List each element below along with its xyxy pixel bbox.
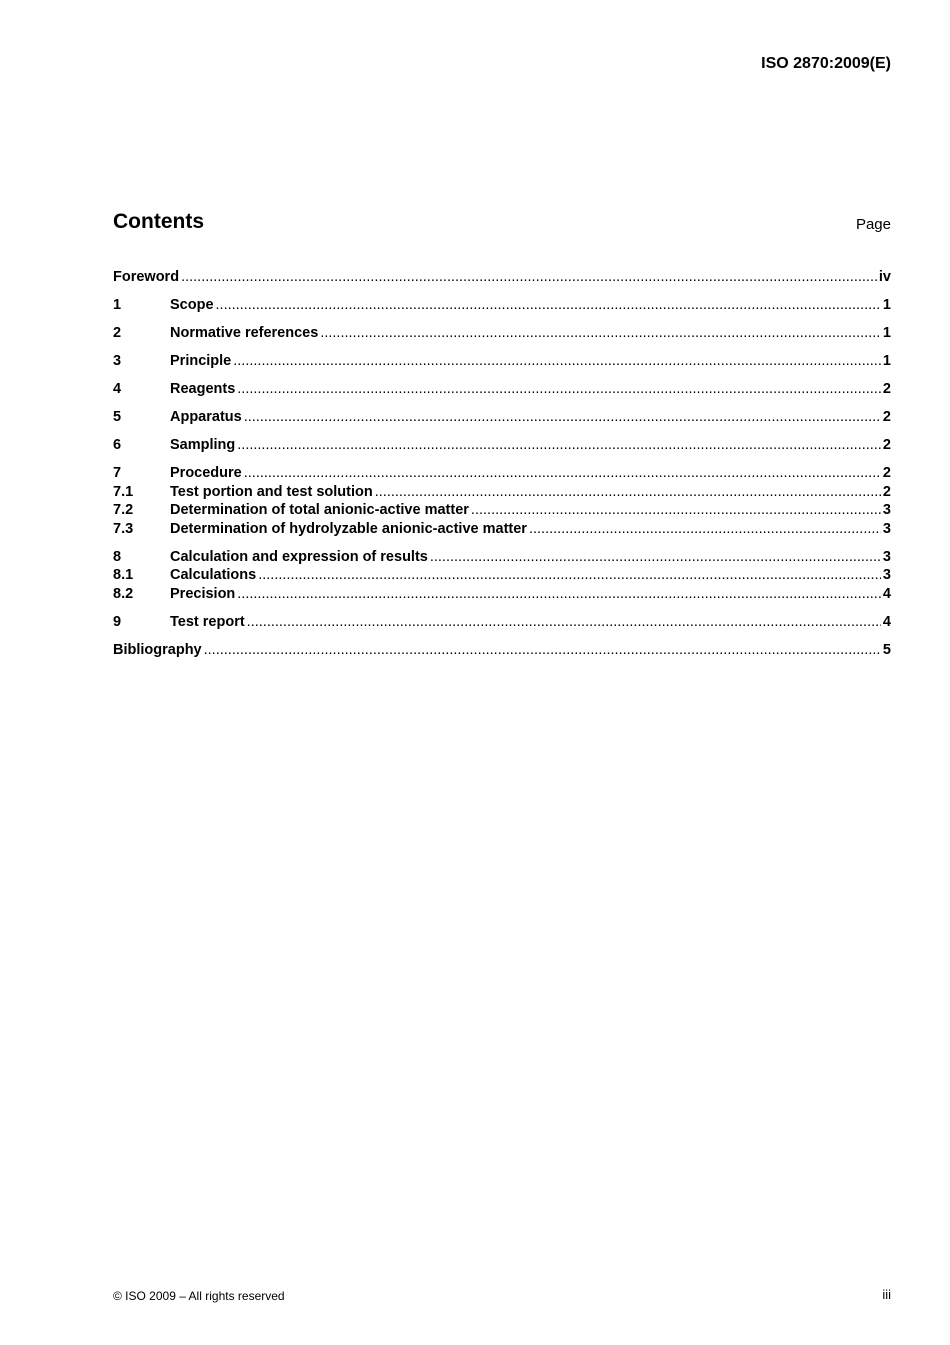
- toc-entry-number: 8.1: [113, 567, 134, 583]
- toc-entry-number: 7.2: [113, 502, 134, 518]
- toc-entry[interactable]: [113, 268, 891, 287]
- footer-page-number: iii: [882, 1287, 891, 1302]
- toc-dot-leader: [237, 380, 881, 399]
- toc-entry[interactable]: [113, 566, 891, 585]
- toc-entry-title: Sampling: [170, 437, 236, 453]
- toc-entry-page: 3: [882, 520, 891, 537]
- toc-entry-number: 8.2: [113, 585, 134, 602]
- toc-entry-page: 3: [882, 502, 891, 518]
- toc-dot-leader: [430, 548, 881, 567]
- toc-entry[interactable]: [113, 380, 891, 399]
- toc-entry-page: 2: [882, 483, 891, 500]
- toc-entry-number: 9: [113, 613, 122, 630]
- toc-dot-leader: [233, 352, 881, 371]
- toc-dot-leader: [204, 641, 881, 660]
- toc-entry-number: 5: [113, 409, 122, 425]
- toc-entry[interactable]: [113, 296, 891, 315]
- toc-dot-leader: [529, 520, 881, 539]
- toc-entry-page: 4: [882, 613, 891, 630]
- toc-entry-page: 1: [882, 325, 891, 341]
- toc-entry-page: 3: [882, 567, 891, 583]
- toc-dot-leader: [244, 464, 881, 483]
- document-id: ISO 2870:2009(E): [761, 55, 891, 72]
- toc-entry-page: 2: [882, 437, 891, 453]
- toc-dot-leader: [375, 483, 881, 502]
- toc-dot-leader: [237, 585, 881, 604]
- toc-entry-number: 1: [113, 297, 122, 313]
- toc-entry-title: Test report: [170, 613, 245, 630]
- toc-entry-title: Determination of hydrolyzable anionic-active matter: [170, 520, 527, 537]
- toc-entry-number: 7.3: [113, 520, 134, 537]
- toc-entry-number: 7: [113, 465, 122, 481]
- toc-entry-page: 5: [882, 641, 891, 658]
- toc-entry-title: Normative references: [170, 325, 319, 341]
- contents-title: Contents: [113, 210, 204, 233]
- toc-entry-title: Calculation and expression of results: [170, 548, 428, 565]
- toc-entry[interactable]: [113, 436, 891, 455]
- toc-entry-title: Foreword: [113, 269, 180, 285]
- toc-entry-title: Calculations: [170, 567, 257, 583]
- toc-entry-title: Reagents: [170, 381, 236, 397]
- page-column-label: Page: [855, 216, 891, 233]
- toc-entry[interactable]: [113, 408, 891, 427]
- toc-entry-number: 4: [113, 381, 122, 397]
- toc-entry-page: 1: [882, 353, 891, 369]
- footer-copyright: © ISO 2009 – All rights reserved: [113, 1289, 285, 1303]
- toc-dot-leader: [320, 324, 881, 343]
- toc-entry-page: 1: [882, 297, 891, 313]
- toc-entry[interactable]: [113, 324, 891, 343]
- toc-entry-number: 3: [113, 353, 122, 369]
- toc-dot-leader: [471, 501, 881, 520]
- toc-entry[interactable]: [113, 464, 891, 483]
- table-of-contents: [113, 268, 891, 659]
- toc-entry[interactable]: [113, 501, 891, 520]
- toc-entry-title: Precision: [170, 585, 236, 602]
- toc-entry-page: 2: [882, 465, 891, 481]
- toc-entry[interactable]: [113, 352, 891, 371]
- toc-dot-leader: [216, 296, 881, 315]
- toc-entry-title: Principle: [170, 353, 232, 369]
- toc-entry[interactable]: [113, 641, 891, 660]
- toc-dot-leader: [258, 566, 881, 585]
- toc-entry-number: 6: [113, 437, 122, 453]
- toc-entry-title: Test portion and test solution: [170, 483, 373, 500]
- toc-entry[interactable]: [113, 483, 891, 502]
- toc-entry-title: Determination of total anionic-active matter: [170, 502, 469, 518]
- toc-entry-page: 2: [882, 409, 891, 425]
- toc-dot-leader: [181, 268, 877, 287]
- toc-entry[interactable]: [113, 548, 891, 567]
- toc-entry-number: 2: [113, 325, 122, 341]
- toc-entry[interactable]: [113, 585, 891, 604]
- toc-entry-page: 3: [882, 548, 891, 565]
- toc-entry[interactable]: [113, 520, 891, 539]
- toc-entry-number: 7.1: [113, 483, 134, 500]
- toc-entry-page: 4: [882, 585, 891, 602]
- toc-dot-leader: [244, 408, 881, 427]
- toc-entry[interactable]: [113, 613, 891, 632]
- toc-entry-number: 8: [113, 548, 122, 565]
- toc-entry-page: 2: [882, 381, 891, 397]
- toc-dot-leader: [247, 613, 881, 632]
- toc-entry-title: Apparatus: [170, 409, 242, 425]
- toc-entry-title: Bibliography: [113, 641, 202, 658]
- toc-entry-title: Scope: [170, 297, 214, 313]
- toc-entry-page: iv: [878, 269, 891, 285]
- toc-dot-leader: [237, 436, 881, 455]
- toc-entry-title: Procedure: [170, 465, 242, 481]
